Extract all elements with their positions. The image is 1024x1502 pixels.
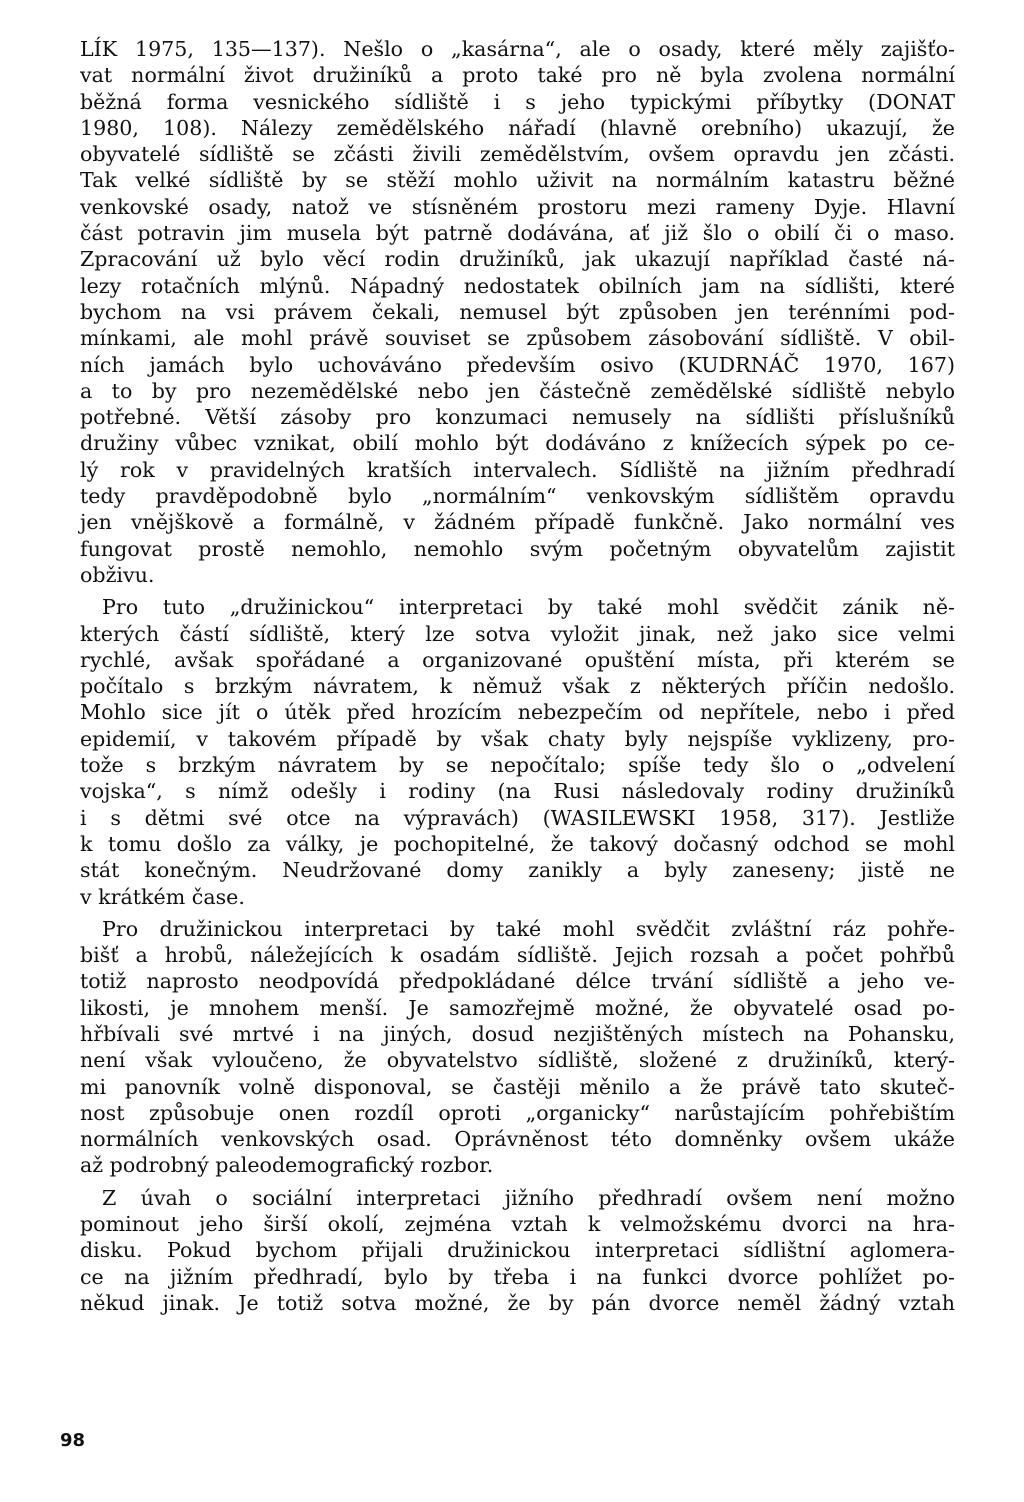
text-line: vojska“, s nímž odešly i rodiny (na Rusi následovaly rodiny družiníků [80, 779, 955, 804]
text-line: Zpracování už bylo věcí rodin družiníků, jak ukazují například časté ná- [80, 247, 955, 272]
text-line: Pro tuto „družinickou“ interpretaci by také mohl svědčit zánik ně- [102, 595, 955, 620]
text-line: není však vyloučeno, že obyvatelstvo sídliště, složené z družiníků, který- [80, 1048, 955, 1073]
text-line: bychom na vsi právem čekali, nemusel být způsoben jen terénními pod- [80, 299, 955, 324]
text-line: kterých částí sídliště, který lze sotva vyložit jinak, než jako sice velmi [80, 621, 955, 646]
text-line: část potravin jim musela být patrně dodávána, ať již šlo o obilí či o maso. [80, 221, 955, 246]
text-line: i s dětmi své otce na výpravách) (WASILEWSKI 1958, 317). Jestliže [80, 805, 955, 830]
text-line: Z úvah o sociální interpretaci jižního předhradí ovšem není možno [102, 1185, 955, 1210]
text-line: běžná forma vesnického sídliště i s jeho typickými příbytky (DONAT [80, 89, 955, 114]
text-line: ce na jižním předhradí, bylo by třeba i na funkci dvorce pohlížet po- [80, 1264, 955, 1289]
text-line: někud jinak. Je totiž sotva možné, že by pán dvorce neměl žádný vztah [80, 1290, 955, 1315]
text-line: totiž naprosto neodpovídá předpokládané délce trvání sídliště a jeho ve- [80, 969, 955, 994]
text-line: disku. Pokud bychom přijali družinickou interpretaci sídlištní aglomera- [80, 1238, 955, 1263]
text-line: nost způsobuje onen rozdíl oproti „organicky“ narůstajícím pohřebištím [80, 1100, 955, 1125]
text-line-last: až podrobný paleodemografický rozbor. [80, 1153, 494, 1178]
paragraph-1 [80, 36, 955, 588]
text-line: družiny vůbec vznikat, obilí mohlo být dodáváno z knížecích sýpek po ce- [80, 431, 955, 456]
text-line: k tomu došlo za války, je pochopitelné, že takový dočasný odchod se mohl [80, 831, 955, 856]
text-line: potřebné. Větší zásoby pro konzumaci nemusely na sídlišti příslušníků [80, 405, 955, 430]
text-line: LÍK 1975, 135—137). Nešlo o „kasárna“, ale o osady, které měly zajišťo- [80, 37, 955, 61]
text-line-last: obživu. [80, 562, 155, 587]
text-line: pominout jeho širší okolí, zejména vztah k velmožskému dvorci na hra- [80, 1212, 955, 1237]
text-line: a to by pro nezemědělské nebo jen částečně zemědělské sídliště nebylo [80, 378, 955, 403]
text-line: Tak velké sídliště by se stěží mohlo uživit na normálním katastru běžné [80, 168, 955, 193]
text-line: likosti, je mnohem menší. Je samozřejmě možné, že obyvatelé osad po- [80, 995, 955, 1020]
text-line: vat normální život družiníků a proto také pro ně byla zvolena normální [80, 63, 955, 88]
text-line: jen vnějškově a formálně, v žádném případě funkčně. Jako normální ves [80, 510, 955, 535]
text-line: fungovat prostě nemohlo, nemohlo svým početným obyvatelům zajistit [80, 536, 955, 561]
paragraph-2 [80, 594, 955, 910]
text-line: obyvatelé sídliště se zčásti živili zemědělstvím, ovšem opravdu jen zčásti. [80, 142, 955, 167]
text-line: tože s brzkým návratem by se nepočítalo; spíše tedy šlo o „odvelení [80, 753, 955, 778]
text-line: ních jamách bylo uchováváno především osivo (KUDRNÁČ 1970, 167) [80, 352, 955, 377]
text-line: 1980, 108). Nálezy zemědělského nářadí (hlavně orebního) ukazují, že [80, 115, 955, 140]
paragraph-4 [80, 1185, 955, 1316]
text-line: epidemií, v takovém případě by však chaty byly nejspíše vyklizeny, pro- [80, 726, 955, 751]
text-line: lezy rotačních mlýnů. Nápadný nedostatek obilních jam na sídlišti, které [80, 273, 955, 298]
text-line-last: v krátkém čase. [80, 884, 245, 909]
text-line: normálních venkovských osad. Oprávněnost této domněnky ovšem ukáže [80, 1127, 955, 1152]
text-line: rychlé, avšak spořádané a organizované opuštění místa, při kterém se [80, 647, 955, 672]
text-line: tedy pravděpodobně bylo „normálním“ venkovským sídlištěm opravdu [80, 484, 955, 509]
paragraph-3 [80, 916, 955, 1179]
text-line: stát konečným. Neudržované domy zanikly a byly zaneseny; jistě ne [80, 858, 955, 883]
text-line: Pro družinickou interpretaci by také mohl svědčit zvláštní ráz pohře- [102, 916, 955, 941]
text-line: bišť a hrobů, náležejících k osadám sídliště. Jejich rozsah a počet pohřbů [80, 943, 955, 968]
text-line: hřbívali své mrtvé i na jiných, dosud nezjištěných místech na Pohansku, [80, 1021, 955, 1046]
text-line: Mohlo sice jít o útěk před hrozícím nebezpečím od nepřítele, nebo i před [80, 700, 955, 725]
text-line: počítalo s brzkým návratem, k němuž však z některých příčin nedošlo. [80, 674, 955, 699]
text-line: mínkami, ale mohl právě souviset se způsobem zásobování sídliště. V obil- [80, 326, 955, 351]
text-line: mi panovník volně disponoval, se častěji měnilo a že právě tato skuteč- [80, 1074, 955, 1099]
text-line: venkovské osady, natož ve stísněném prostoru mezi rameny Dyje. Hlavní [80, 194, 955, 219]
body-text [80, 36, 955, 1316]
page-number: 98 [60, 1430, 86, 1451]
text-line: lý rok v pravidelných kratších intervalech. Sídliště na jižním předhradí [80, 457, 955, 482]
